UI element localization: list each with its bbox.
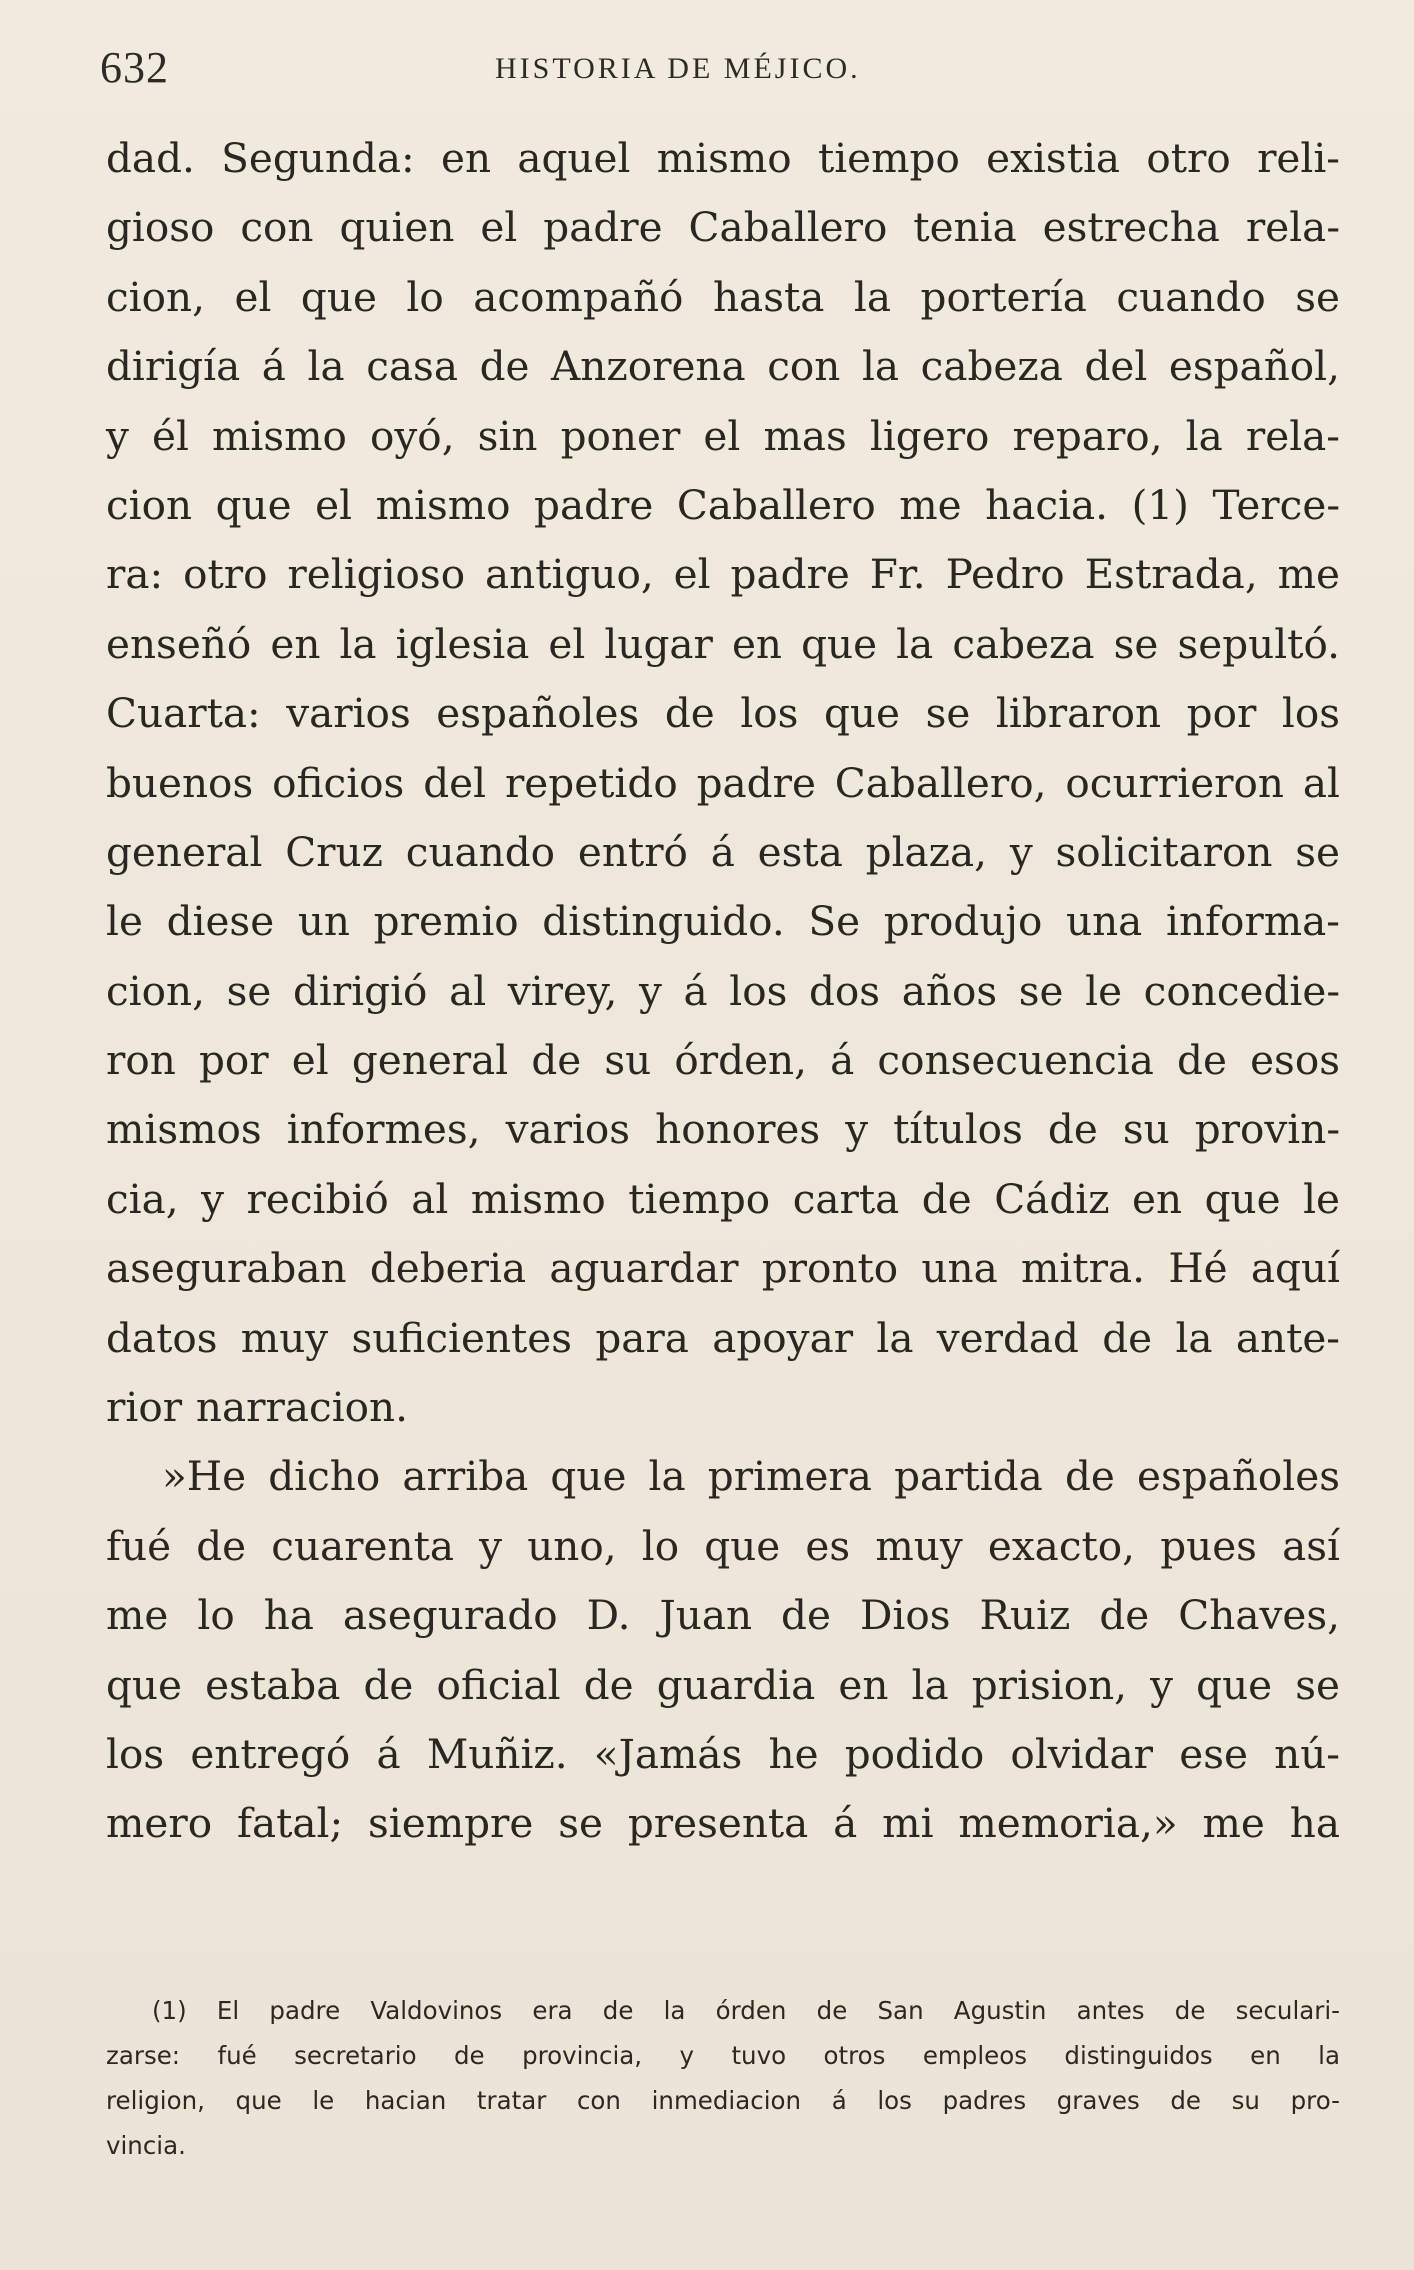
- text-line: fué de cuarenta y uno, lo que es muy exacto, pues así: [106, 1521, 1340, 1570]
- text-line: que estaba de oficial de guardia en la prision, y que se: [106, 1660, 1340, 1709]
- text-line: rior narracion.: [106, 1383, 409, 1432]
- text-line: ra: otro religioso antiguo, el padre Fr. Pedro Estrada, me: [106, 550, 1340, 599]
- text-line: cia, y recibió al mismo tiempo carta de Cádiz en que le: [106, 1174, 1340, 1223]
- text-line: ron por el general de su órden, á consecuencia de esos: [106, 1036, 1340, 1085]
- text-line: los entregó á Muñiz. «Jamás he podido olvidar ese nú-: [106, 1729, 1340, 1778]
- text-line: Cuarta: varios españoles de los que se libraron por los: [106, 689, 1340, 738]
- footnote-line: vincia.: [106, 2131, 186, 2160]
- text-line: mismos informes, varios honores y títulos de su provin-: [106, 1105, 1340, 1154]
- page-header: [100, 42, 1340, 112]
- text-line: y él mismo oyó, sin poner el mas ligero reparo, la rela-: [106, 411, 1340, 460]
- text-line: general Cruz cuando entró á esta plaza, y solicitaron se: [106, 827, 1340, 876]
- text-line: cion, el que lo acompañó hasta la portería cuando se: [106, 272, 1340, 321]
- text-line: mero fatal; siempre se presenta á mi memoria,» me ha: [106, 1799, 1340, 1848]
- text-line: »He dicho arriba que la primera partida de españoles: [162, 1452, 1340, 1501]
- text-line: le diese un premio distinguido. Se produjo una informa-: [106, 897, 1340, 946]
- text-line: cion, se dirigió al virey, y á los dos años se le concedie-: [106, 966, 1340, 1015]
- text-line: enseñó en la iglesia el lugar en que la cabeza se sepultó.: [106, 619, 1340, 668]
- page-number: 632: [100, 43, 169, 92]
- footnote: [106, 1988, 1340, 2168]
- footnote-line: (1) El padre Valdovinos era de la órden de San Agustin antes de seculari-: [152, 1996, 1340, 2025]
- text-line: aseguraban deberia aguardar pronto una mitra. Hé aquí: [106, 1244, 1340, 1293]
- text-line: buenos oficios del repetido padre Caballero, ocurrieron al: [106, 758, 1340, 807]
- running-head: HISTORIA DE MÉJICO.: [495, 52, 861, 85]
- footnote-line: religion, que le hacian tratar con inmediacion á los padres graves de su pro-: [106, 2086, 1340, 2115]
- text-line: cion que el mismo padre Caballero me hacia. (1) Terce-: [106, 480, 1340, 529]
- text-line: dirigía á la casa de Anzorena con la cabeza del español,: [106, 342, 1340, 391]
- text-line: dad. Segunda: en aquel mismo tiempo existia otro reli-: [106, 134, 1340, 182]
- text-line: datos muy suficientes para apoyar la verdad de la ante-: [106, 1313, 1340, 1362]
- text-line: me lo ha asegurado D. Juan de Dios Ruiz de Chaves,: [106, 1591, 1340, 1640]
- main-text: [106, 124, 1340, 1859]
- footnote-line: zarse: fué secretario de provincia, y tuvo otros empleos distinguidos en la: [106, 2041, 1340, 2070]
- text-line: gioso con quien el padre Caballero tenia estrecha rela-: [106, 203, 1340, 252]
